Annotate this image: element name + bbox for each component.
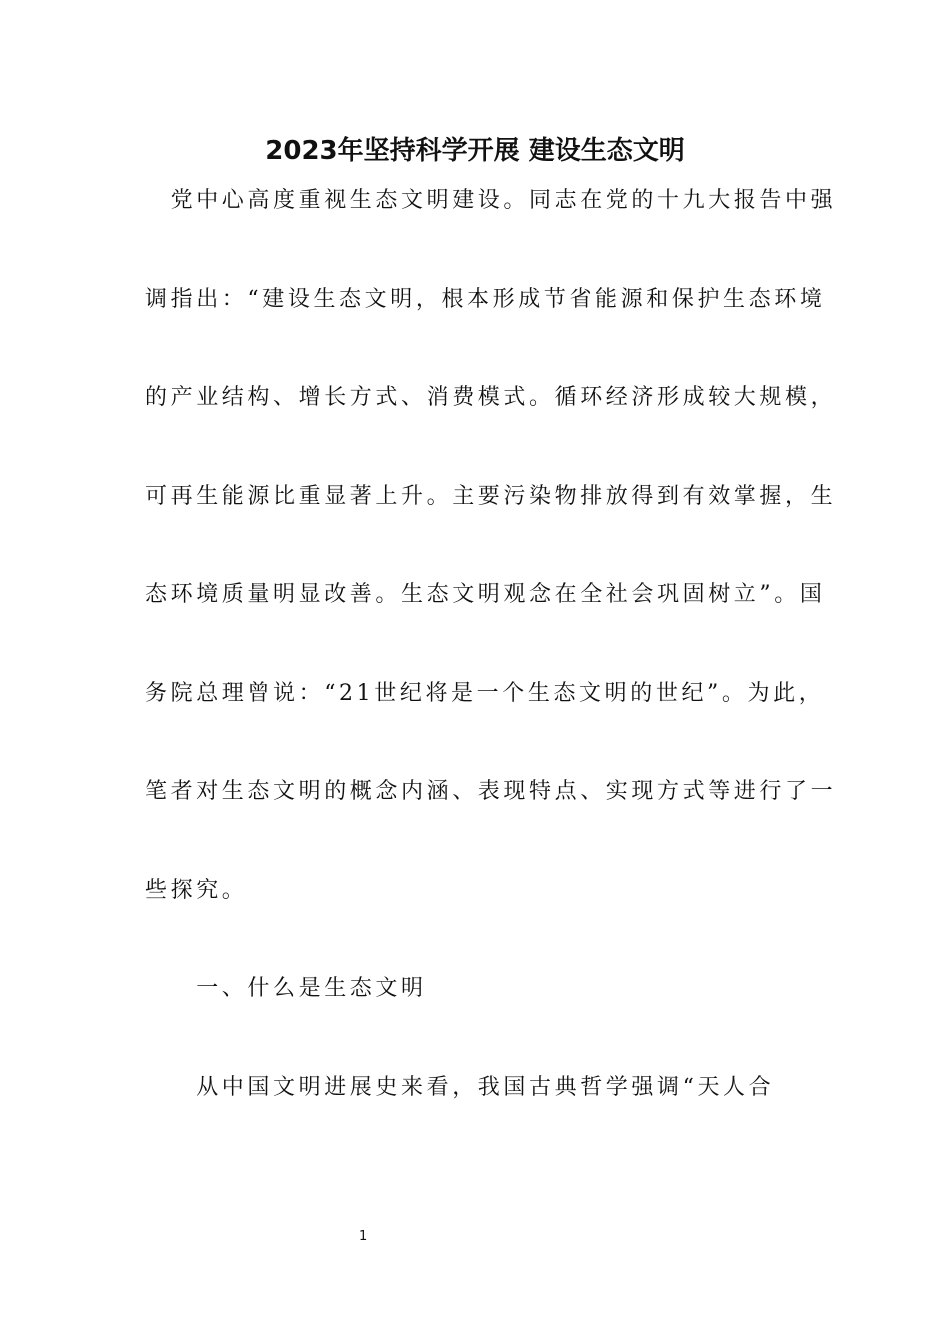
body-line-6: 务院总理曾说：“21世纪将是一个生态文明的世纪”。为此， <box>145 681 825 706</box>
document-title: 2023年坚持科学开展 建设生态文明 <box>265 136 685 166</box>
body-line-8: 些探究。 <box>145 878 248 903</box>
section-heading-1: 一、什么是生态文明 <box>145 976 427 1001</box>
page-number: 1 <box>359 1229 368 1244</box>
body-line-3: 的产业结构、增长方式、消费模式。循环经济形成较大规模， <box>145 385 837 410</box>
body-line-9: 从中国文明进展史来看，我国古典哲学强调“天人合 <box>145 1075 775 1100</box>
body-line-4: 可再生能源比重显著上升。主要污染物排放得到有效掌握，生 <box>145 484 837 509</box>
body-line-2: 调指出：“建设生态文明，根本形成节省能源和保护生态环境 <box>145 287 826 312</box>
body-line-5: 态环境质量明显改善。生态文明观念在全社会巩固树立”。国 <box>145 582 826 607</box>
body-line-1: 党中心高度重视生态文明建设。同志在党的十九大报告中强 <box>145 188 837 213</box>
body-line-7: 笔者对生态文明的概念内涵、表现特点、实现方式等进行了一 <box>145 779 837 804</box>
